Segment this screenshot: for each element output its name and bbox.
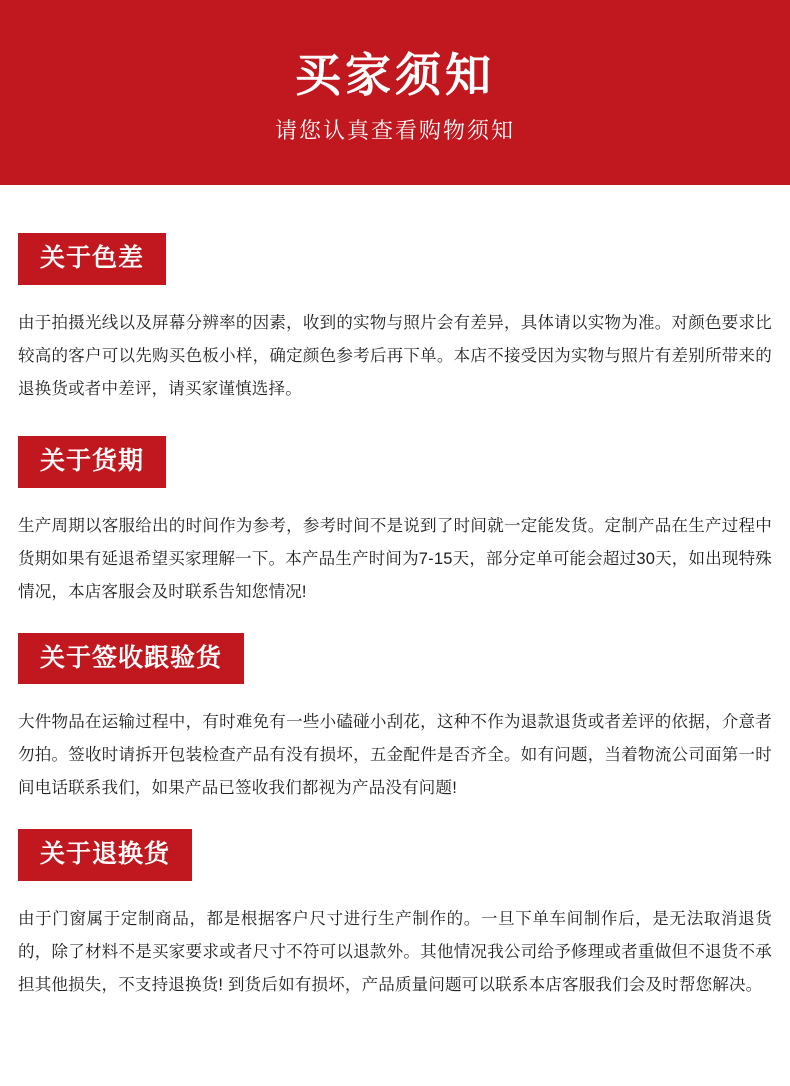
spacer [18, 488, 772, 510]
section-heading: 关于色差 [18, 233, 166, 285]
section-heading: 关于退换货 [18, 829, 192, 881]
section-body: 大件物品在运输过程中，有时难免有一些小磕碰小刮花，这种不作为退款退货或者差评的依据，介意者勿拍。签收时请拆开包装检查产品有没有损坏，五金配件是否齐全。如有问题，当着物流公司面第一时间电话联系我们，如果产品已签收我们都视为产品没有问题! [18, 713, 772, 798]
section-body: 生产周期以客服给出的时间作为参考，参考时间不是说到了时间就一定能发货。定制产品在生产过程中货期如果有延退希望买家理解一下。本产品生产时间为7-15天，部分定单可能会超过30天，如出现特殊情况，本店客服会及时联系告知您情况! [18, 516, 772, 601]
section-returns-exchanges [18, 829, 772, 1002]
spacer [18, 406, 772, 436]
section-heading: 关于货期 [18, 436, 166, 488]
section-heading: 关于签收跟验货 [18, 633, 244, 685]
spacer [18, 609, 772, 633]
section-delivery-time [18, 436, 772, 609]
spacer [18, 285, 772, 307]
page-title: 买家须知 [295, 48, 495, 101]
spacer [18, 185, 772, 233]
section-body: 由于门窗属于定制商品，都是根据客户尺寸进行生产制作的。一旦下单车间制作后，是无法取消退货的，除了材料不是买家要求或者尺寸不符可以退款外。其他情况我公司给予修理或者重做但不退货不承担其他损失，不支持退换货! 到货后如有损坏，产品质量问题可以联系本店客服我们会及时帮您解决。 [18, 910, 772, 994]
section-body: 由于拍摄光线以及屏幕分辨率的因素，收到的实物与照片会有差异，具体请以实物为准。对颜色要求比较高的客户可以先购买色板小样，确定颜色参考后再下单。本店不接受因为实物与照片有差别所带来的退换货或者中差评，请买家谨慎选择。 [18, 313, 772, 398]
header-banner [0, 0, 790, 185]
spacer [18, 684, 772, 706]
spacer [18, 881, 772, 903]
section-color-difference [18, 233, 772, 406]
spacer [18, 805, 772, 829]
page-subtitle: 请您认真查看购物须知 [274, 118, 515, 144]
notice-content [0, 185, 790, 1002]
section-receiving-inspection [18, 633, 772, 806]
